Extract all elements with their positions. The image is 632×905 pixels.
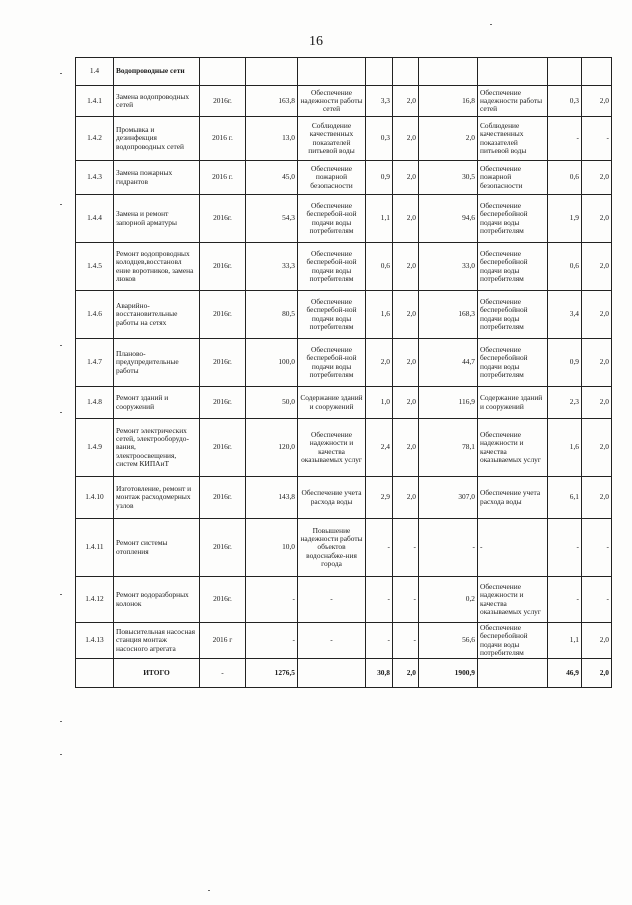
cell-value-4: 46,9 bbox=[548, 659, 582, 688]
cell-work-name: Замена и ремонт запорной арматуры bbox=[114, 195, 200, 243]
cell-value-3: - bbox=[419, 519, 478, 577]
cell-value-1: 0,9 bbox=[366, 161, 393, 195]
cell-value-1: 0,3 bbox=[366, 117, 393, 161]
table-row bbox=[76, 243, 612, 291]
cell-value-5: 2,0 bbox=[582, 659, 612, 688]
page-number: 16 bbox=[309, 34, 323, 49]
cell-value-4: 1,9 bbox=[548, 195, 582, 243]
cell-year: 2016 г bbox=[200, 623, 246, 659]
cell-value-3 bbox=[419, 58, 478, 86]
cell-purpose: Обеспечение надежности и качества оказываемых услуг bbox=[298, 419, 366, 477]
cell-year: 2016г. bbox=[200, 577, 246, 623]
cell-work-name: Замена пожарных гидрантов bbox=[114, 161, 200, 195]
cell-value-3: 168,3 bbox=[419, 291, 478, 339]
cell-year: 2016г. bbox=[200, 387, 246, 419]
cell-cost: 143,8 bbox=[246, 477, 298, 519]
cell-value-3: 16,8 bbox=[419, 86, 478, 117]
table-row bbox=[76, 339, 612, 387]
cell-work-name: Изготовление, ремонт и монтаж расходомерных узлов bbox=[114, 477, 200, 519]
margin-mark bbox=[490, 24, 492, 25]
cell-value-5: 2,0 bbox=[582, 387, 612, 419]
cell-value-1 bbox=[366, 58, 393, 86]
table-row bbox=[76, 577, 612, 623]
cell-value-3: 56,6 bbox=[419, 623, 478, 659]
cell-work-name: Водопроводные сети bbox=[114, 58, 200, 86]
cell-cost: 54,3 bbox=[246, 195, 298, 243]
cell-row-number: 1.4.2 bbox=[76, 117, 114, 161]
cell-row-number bbox=[76, 659, 114, 688]
cell-cost: 13,0 bbox=[246, 117, 298, 161]
cell-value-4 bbox=[548, 58, 582, 86]
cell-row-number: 1.4.12 bbox=[76, 577, 114, 623]
cell-year: 2016г. bbox=[200, 86, 246, 117]
cell-value-2: - bbox=[393, 623, 419, 659]
table-row bbox=[76, 519, 612, 577]
cell-value-3: 44,7 bbox=[419, 339, 478, 387]
cell-value-3: 1900,9 bbox=[419, 659, 478, 688]
cell-value-4: 2,3 bbox=[548, 387, 582, 419]
cell-cost bbox=[246, 58, 298, 86]
margin-mark bbox=[60, 204, 62, 205]
cell-value-5: 2,0 bbox=[582, 243, 612, 291]
table-body bbox=[76, 58, 612, 688]
cell-effect: Обеспечение бесперебойной подачи воды потребителям bbox=[478, 243, 548, 291]
cell-work-name: Ремонт зданий и сооружений bbox=[114, 387, 200, 419]
cell-value-2: 2,0 bbox=[393, 419, 419, 477]
cell-value-3: 78,1 bbox=[419, 419, 478, 477]
cell-value-3: 33,0 bbox=[419, 243, 478, 291]
cell-value-1: 2,4 bbox=[366, 419, 393, 477]
cell-value-4: - bbox=[548, 577, 582, 623]
cell-year bbox=[200, 58, 246, 86]
cell-effect bbox=[478, 659, 548, 688]
cell-work-name: Промывка и дезинфекция водопроводных сетей bbox=[114, 117, 200, 161]
cell-year: 2016г. bbox=[200, 477, 246, 519]
cell-value-5: - bbox=[582, 519, 612, 577]
investment-table bbox=[75, 57, 612, 688]
cell-value-2 bbox=[393, 58, 419, 86]
cell-value-3: 307,0 bbox=[419, 477, 478, 519]
cell-value-1: 2,9 bbox=[366, 477, 393, 519]
margin-mark bbox=[60, 754, 62, 755]
cell-work-name: Ремонт водоразборных колонок bbox=[114, 577, 200, 623]
cell-value-4: 0,6 bbox=[548, 243, 582, 291]
cell-purpose: - bbox=[298, 577, 366, 623]
cell-effect: Обеспечение бесперебойной подачи воды потребителям bbox=[478, 291, 548, 339]
cell-year: 2016 г. bbox=[200, 161, 246, 195]
cell-work-name: Ремонт водопроводных колодцев,восстановл ение воротников, замена люков bbox=[114, 243, 200, 291]
table-row bbox=[76, 117, 612, 161]
cell-purpose: Обеспечение бесперебой-ной подачи воды потребителям bbox=[298, 291, 366, 339]
cell-effect: Обеспечение учета расхода воды bbox=[478, 477, 548, 519]
cell-value-3: 94,6 bbox=[419, 195, 478, 243]
total-row bbox=[76, 659, 612, 688]
cell-purpose: - bbox=[298, 623, 366, 659]
cell-work-name: ИТОГО bbox=[114, 659, 200, 688]
cell-value-5: 2,0 bbox=[582, 195, 612, 243]
cell-purpose: Обеспечение надежности работы сетей bbox=[298, 86, 366, 117]
cell-effect: Обеспечение бесперебойной подачи воды потребителям bbox=[478, 195, 548, 243]
cell-value-4: 1,1 bbox=[548, 623, 582, 659]
table-row bbox=[76, 477, 612, 519]
cell-purpose: Содержание зданий и сооружений bbox=[298, 387, 366, 419]
cell-cost: 120,0 bbox=[246, 419, 298, 477]
margin-mark bbox=[60, 345, 62, 346]
cell-purpose: Соблюдение качественных показателей питьевой воды bbox=[298, 117, 366, 161]
cell-cost: 80,5 bbox=[246, 291, 298, 339]
cell-value-4: 0,6 bbox=[548, 161, 582, 195]
cell-purpose bbox=[298, 659, 366, 688]
cell-row-number: 1.4.5 bbox=[76, 243, 114, 291]
cell-work-name: Планово-предупредительные работы bbox=[114, 339, 200, 387]
cell-cost: 1276,5 bbox=[246, 659, 298, 688]
margin-mark bbox=[60, 594, 62, 595]
cell-effect: Соблюдение качественных показателей питьевой воды bbox=[478, 117, 548, 161]
cell-value-1: 2,0 bbox=[366, 339, 393, 387]
cell-row-number: 1.4.4 bbox=[76, 195, 114, 243]
cell-value-3: 30,5 bbox=[419, 161, 478, 195]
cell-effect: Обеспечение надежности и качества оказываемых услуг bbox=[478, 419, 548, 477]
cell-value-1: 3,3 bbox=[366, 86, 393, 117]
cell-row-number: 1.4.13 bbox=[76, 623, 114, 659]
cell-effect: Обеспечение бесперебойной подачи воды потребителям bbox=[478, 339, 548, 387]
cell-value-2: 2,0 bbox=[393, 86, 419, 117]
margin-mark bbox=[60, 412, 62, 413]
cell-row-number: 1.4.3 bbox=[76, 161, 114, 195]
cell-purpose: Обеспечение учета расхода воды bbox=[298, 477, 366, 519]
cell-value-1: 1,0 bbox=[366, 387, 393, 419]
cell-row-number: 1.4.8 bbox=[76, 387, 114, 419]
cell-row-number: 1.4.6 bbox=[76, 291, 114, 339]
cell-row-number: 1.4.10 bbox=[76, 477, 114, 519]
cell-cost: 163,8 bbox=[246, 86, 298, 117]
cell-value-1: 1,6 bbox=[366, 291, 393, 339]
margin-mark bbox=[60, 73, 62, 74]
cell-value-2: - bbox=[393, 519, 419, 577]
table-row bbox=[76, 419, 612, 477]
cell-year: 2016г. bbox=[200, 519, 246, 577]
cell-value-5: 2,0 bbox=[582, 86, 612, 117]
cell-value-2: 2,0 bbox=[393, 195, 419, 243]
margin-mark bbox=[208, 890, 210, 891]
cell-cost: 10,0 bbox=[246, 519, 298, 577]
cell-value-4: 0,9 bbox=[548, 339, 582, 387]
cell-purpose: Обеспечение бесперебой-ной подачи воды потребителям bbox=[298, 195, 366, 243]
cell-value-1: - bbox=[366, 577, 393, 623]
cell-value-2: 2,0 bbox=[393, 477, 419, 519]
cell-year: - bbox=[200, 659, 246, 688]
cell-cost: 50,0 bbox=[246, 387, 298, 419]
cell-year: 2016г. bbox=[200, 291, 246, 339]
cell-year: 2016г. bbox=[200, 243, 246, 291]
cell-value-5: 2,0 bbox=[582, 291, 612, 339]
cell-value-1: - bbox=[366, 519, 393, 577]
cell-effect: Обеспечение бесперебойной подачи воды потребителям bbox=[478, 623, 548, 659]
cell-value-4: - bbox=[548, 117, 582, 161]
cell-cost: 33,3 bbox=[246, 243, 298, 291]
cell-value-2: 2,0 bbox=[393, 291, 419, 339]
table-row bbox=[76, 58, 612, 86]
cell-value-3: 2,0 bbox=[419, 117, 478, 161]
cell-value-2: 2,0 bbox=[393, 387, 419, 419]
cell-purpose: Обеспечение бесперебой-ной подачи воды потребителям bbox=[298, 339, 366, 387]
cell-work-name: Ремонт электрических сетей, электрооборудо-вания, электроосвещения, систем КИПАиТ bbox=[114, 419, 200, 477]
cell-year: 2016г. bbox=[200, 419, 246, 477]
cell-value-5: 2,0 bbox=[582, 477, 612, 519]
cell-value-1: 1,1 bbox=[366, 195, 393, 243]
cell-row-number: 1.4.11 bbox=[76, 519, 114, 577]
cell-effect: Обеспечение пожарной безопасности bbox=[478, 161, 548, 195]
cell-value-2: 2,0 bbox=[393, 243, 419, 291]
cell-row-number: 1.4.7 bbox=[76, 339, 114, 387]
cell-effect bbox=[478, 58, 548, 86]
cell-row-number: 1.4.9 bbox=[76, 419, 114, 477]
cell-value-1: 0,6 bbox=[366, 243, 393, 291]
table-row bbox=[76, 623, 612, 659]
cell-value-4: 0,3 bbox=[548, 86, 582, 117]
cell-year: 2016г. bbox=[200, 195, 246, 243]
table-row bbox=[76, 291, 612, 339]
cell-work-name: Повысительная насосная станция монтаж насосного агрегата bbox=[114, 623, 200, 659]
cell-row-number: 1.4 bbox=[76, 58, 114, 86]
cell-effect: Обеспечение надежности и качества оказываемых услуг bbox=[478, 577, 548, 623]
cell-value-1: - bbox=[366, 623, 393, 659]
cell-value-5: 2,0 bbox=[582, 339, 612, 387]
cell-purpose: Обеспечение бесперебой-ной подачи воды потребителям bbox=[298, 243, 366, 291]
table-row bbox=[76, 86, 612, 117]
cell-value-2: 2,0 bbox=[393, 161, 419, 195]
cell-value-3: 0,2 bbox=[419, 577, 478, 623]
cell-year: 2016 г. bbox=[200, 117, 246, 161]
cell-value-2: - bbox=[393, 577, 419, 623]
cell-value-3: 116,9 bbox=[419, 387, 478, 419]
table-row bbox=[76, 161, 612, 195]
cell-purpose: Обеспечение пожарной безопасности bbox=[298, 161, 366, 195]
cell-year: 2016г. bbox=[200, 339, 246, 387]
cell-value-2: 2,0 bbox=[393, 339, 419, 387]
cell-purpose bbox=[298, 58, 366, 86]
table-row bbox=[76, 387, 612, 419]
cell-value-5: 2,0 bbox=[582, 161, 612, 195]
cell-effect: Обеспечение надежности работы сетей bbox=[478, 86, 548, 117]
cell-value-4: 3,4 bbox=[548, 291, 582, 339]
cell-value-5: - bbox=[582, 117, 612, 161]
cell-effect: Содержание зданий и сооружений bbox=[478, 387, 548, 419]
cell-work-name: Аварийно-восстановительные работы на сетях bbox=[114, 291, 200, 339]
cell-value-1: 30,8 bbox=[366, 659, 393, 688]
cell-cost: 45,0 bbox=[246, 161, 298, 195]
cell-value-4: 1,6 bbox=[548, 419, 582, 477]
margin-mark bbox=[60, 721, 62, 722]
cell-value-2: 2,0 bbox=[393, 117, 419, 161]
cell-value-5: 2,0 bbox=[582, 623, 612, 659]
cell-cost: 100,0 bbox=[246, 339, 298, 387]
cell-value-4: 6,1 bbox=[548, 477, 582, 519]
cell-row-number: 1.4.1 bbox=[76, 86, 114, 117]
cell-value-4: - bbox=[548, 519, 582, 577]
cell-cost: - bbox=[246, 577, 298, 623]
cell-work-name: Ремонт системы отопления bbox=[114, 519, 200, 577]
cell-effect: - bbox=[478, 519, 548, 577]
cell-cost: - bbox=[246, 623, 298, 659]
cell-value-5: 2,0 bbox=[582, 419, 612, 477]
cell-purpose: Повышение надежности работы объектов водоснабже-ния города bbox=[298, 519, 366, 577]
cell-value-2: 2,0 bbox=[393, 659, 419, 688]
cell-value-5: - bbox=[582, 577, 612, 623]
cell-value-5 bbox=[582, 58, 612, 86]
cell-work-name: Замена водопроводных сетей bbox=[114, 86, 200, 117]
table-row bbox=[76, 195, 612, 243]
